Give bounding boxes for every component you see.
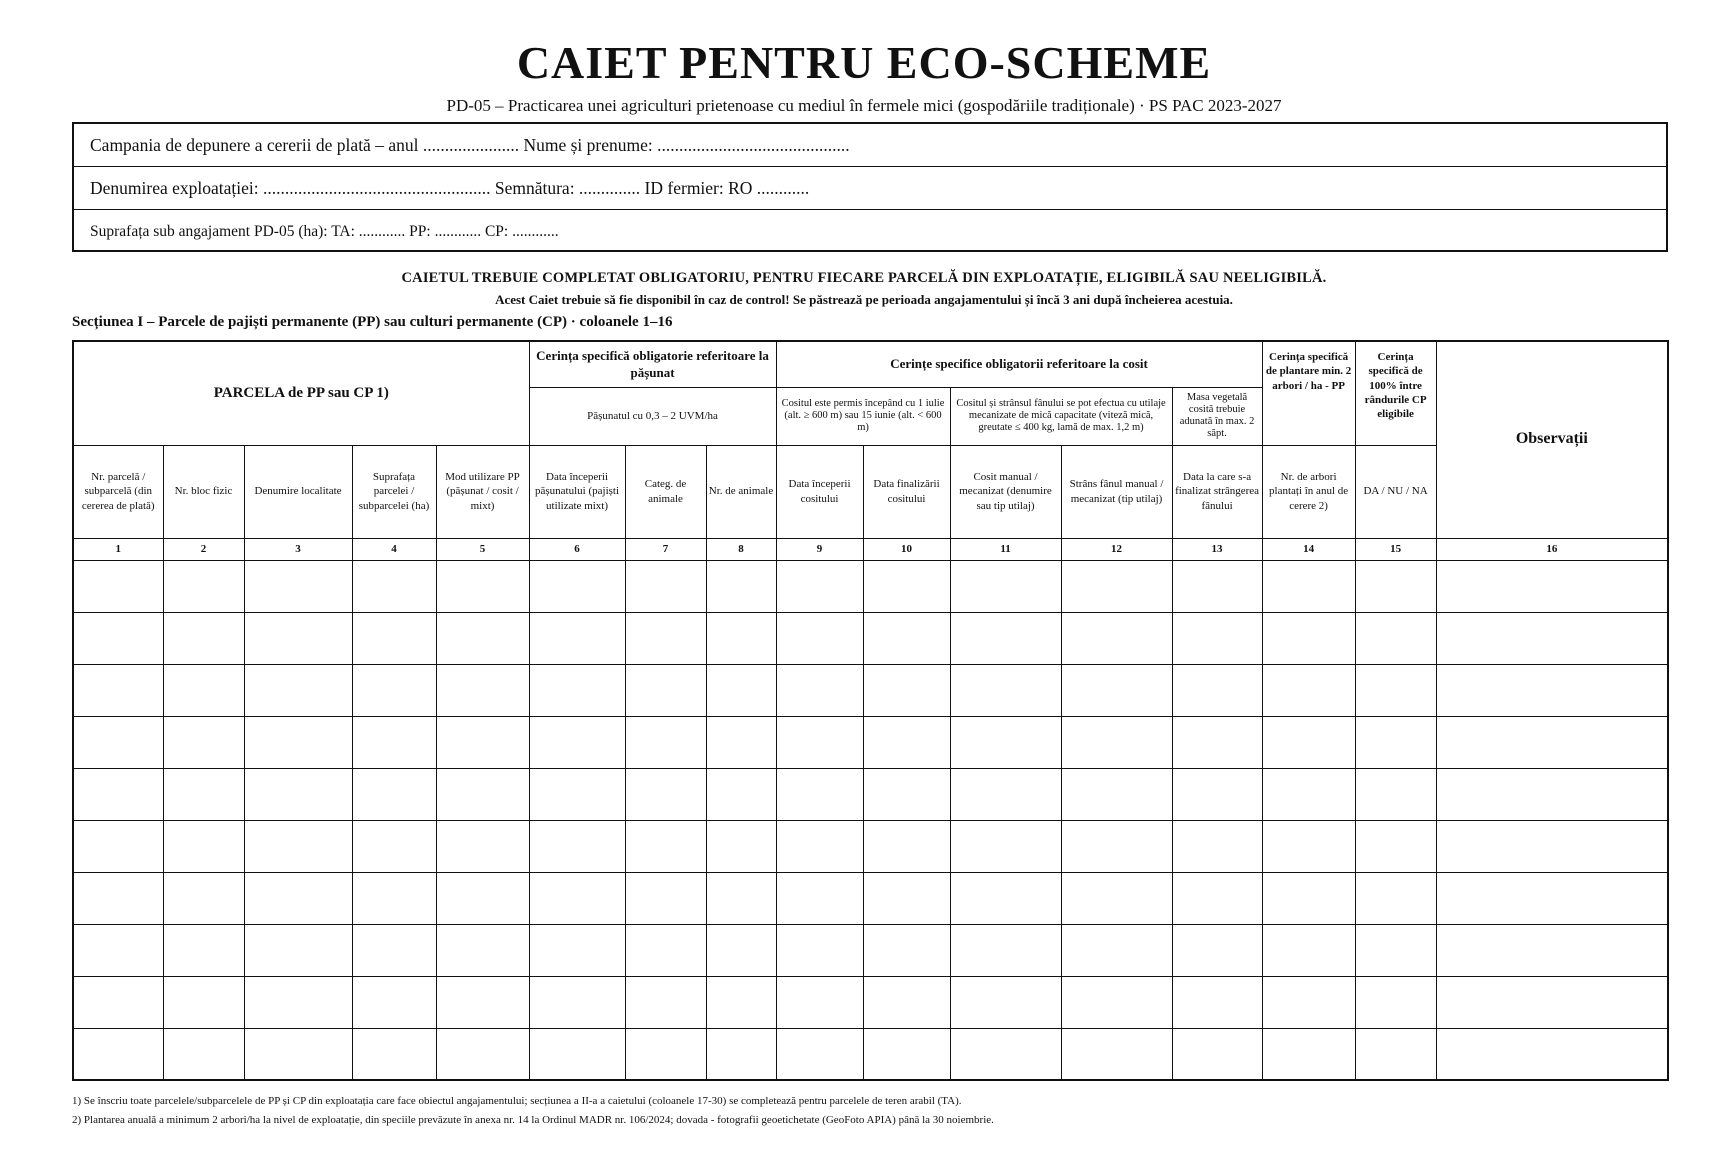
entry-cell[interactable] <box>950 664 1061 716</box>
entry-cell[interactable] <box>863 924 950 976</box>
entry-cell[interactable] <box>436 716 529 768</box>
entry-cell[interactable] <box>163 1028 244 1080</box>
planting-requirement-header: Cerința specifică de plantare min. 2 arbori / ha - PP <box>1262 341 1355 445</box>
entry-cell[interactable] <box>73 716 163 768</box>
entry-cell[interactable] <box>625 872 706 924</box>
column-header: Nr. bloc fizic <box>163 445 244 538</box>
entry-cell[interactable] <box>73 664 163 716</box>
entry-cell[interactable] <box>1436 768 1668 820</box>
entry-cell[interactable] <box>1355 872 1436 924</box>
farmer-info-box <box>72 122 1668 252</box>
entry-cell[interactable] <box>163 872 244 924</box>
entry-cell[interactable] <box>706 872 776 924</box>
column-number: 10 <box>863 538 950 560</box>
entry-cell[interactable] <box>1262 716 1355 768</box>
entry-cell[interactable] <box>1262 976 1355 1028</box>
entry-cell[interactable] <box>706 820 776 872</box>
entry-cell[interactable] <box>950 872 1061 924</box>
entry-cell[interactable] <box>352 872 436 924</box>
entry-cell[interactable] <box>529 976 625 1028</box>
entry-cell[interactable] <box>863 716 950 768</box>
entry-cell[interactable] <box>352 820 436 872</box>
entry-cell[interactable] <box>244 924 352 976</box>
entry-cell[interactable] <box>1262 664 1355 716</box>
entry-cell[interactable] <box>1172 924 1262 976</box>
entry-cell[interactable] <box>1061 820 1172 872</box>
parcel-register-table <box>72 340 1669 1081</box>
entry-cell[interactable] <box>950 924 1061 976</box>
entry-cell[interactable] <box>352 768 436 820</box>
entry-cell[interactable] <box>244 768 352 820</box>
column-header: Suprafața parcelei / subparcelei (ha) <box>352 445 436 538</box>
entry-cell[interactable] <box>244 976 352 1028</box>
column-number: 6 <box>529 538 625 560</box>
entry-cell[interactable] <box>1061 768 1172 820</box>
entry-cell[interactable] <box>1355 1028 1436 1080</box>
entry-cell[interactable] <box>73 768 163 820</box>
entry-cell[interactable] <box>625 820 706 872</box>
column-number: 15 <box>1355 538 1436 560</box>
table-row <box>73 612 1668 664</box>
entry-cell[interactable] <box>352 560 436 612</box>
control-notice: Acest Caiet trebuie să fie disponibil în caz de control! Se păstrează pe perioada angajamentului și încă 3 ani după încheierea acestuia. <box>495 292 1233 307</box>
entry-cell[interactable] <box>1061 612 1172 664</box>
entry-cell[interactable] <box>163 976 244 1028</box>
entry-cell[interactable] <box>244 560 352 612</box>
column-header: Data începerii pășunatului (pajiști utilizate mixt) <box>529 445 625 538</box>
entry-cell[interactable] <box>352 924 436 976</box>
entry-cell[interactable] <box>1355 664 1436 716</box>
section-title: Secțiunea I – Parcele de pajiști permanente (PP) sau culturi permanente (CP) · coloanele 1–16 <box>72 314 673 330</box>
entry-cell[interactable] <box>163 716 244 768</box>
entry-cell[interactable] <box>776 924 863 976</box>
entry-cell[interactable] <box>625 768 706 820</box>
entry-cell[interactable] <box>1262 872 1355 924</box>
column-number: 3 <box>244 538 352 560</box>
entry-cell[interactable] <box>1436 924 1668 976</box>
entry-cell[interactable] <box>244 716 352 768</box>
column-number: 9 <box>776 538 863 560</box>
entry-cell[interactable] <box>706 664 776 716</box>
column-number: 5 <box>436 538 529 560</box>
entry-cell[interactable] <box>1355 924 1436 976</box>
column-number: 2 <box>163 538 244 560</box>
entry-cell[interactable] <box>529 560 625 612</box>
entry-cell[interactable] <box>863 1028 950 1080</box>
observations-header: Observații <box>1436 341 1668 538</box>
entry-cell[interactable] <box>352 664 436 716</box>
entry-cell[interactable] <box>1355 612 1436 664</box>
entry-cell[interactable] <box>950 820 1061 872</box>
entry-cell[interactable] <box>776 820 863 872</box>
column-header: Data finalizării cositului <box>863 445 950 538</box>
entry-cell[interactable] <box>776 560 863 612</box>
entry-cell[interactable] <box>73 820 163 872</box>
entry-cell[interactable] <box>1355 560 1436 612</box>
footnote-2: 2) Plantarea anuală a minimum 2 arbori/ha la nivel de exploatație, din speciile prevăzute în anexa nr. 14 la Ordinul MADR nr. 106/2024; dovada - fotografii geoetichetate (GeoFoto APIA) până la 30 noiembrie. <box>72 1114 994 1126</box>
entry-cell[interactable] <box>1172 976 1262 1028</box>
column-number: 11 <box>950 538 1061 560</box>
entry-cell[interactable] <box>163 664 244 716</box>
entry-cell[interactable] <box>863 976 950 1028</box>
entry-cell[interactable] <box>73 924 163 976</box>
entry-cell[interactable] <box>950 716 1061 768</box>
info-row-surface[interactable]: Suprafața sub angajament PD-05 (ha): TA: ............ PP: ............ CP: ............ <box>90 222 559 240</box>
column-number: 14 <box>1262 538 1355 560</box>
entry-cell[interactable] <box>1172 768 1262 820</box>
entry-cell[interactable] <box>436 664 529 716</box>
entry-cell[interactable] <box>436 872 529 924</box>
table-row <box>73 716 1668 768</box>
column-header: Strâns fânul manual / mecanizat (tip utilaj) <box>1061 445 1172 538</box>
footnote-1: 1) Se înscriu toate parcelele/subparcelele de PP și CP din exploatația care face obiectul angajamentului; secțiunea a II-a a caietului (coloanele 17-30) se completează pentru parcelele de teren arabil (TA). <box>72 1095 962 1107</box>
entry-cell[interactable] <box>1436 820 1668 872</box>
entry-cell[interactable] <box>706 976 776 1028</box>
entry-cell[interactable] <box>352 976 436 1028</box>
entry-cell[interactable] <box>352 1028 436 1080</box>
grazing-group-header: Cerința specifică obligatorie referitoare la pășunat <box>529 341 776 387</box>
table-row <box>73 1028 1668 1080</box>
info-row-exploitation[interactable]: Denumirea exploatației: .................................................... Semnătura: .............. ID fermier: RO ............ <box>74 167 1666 210</box>
column-number: 16 <box>1436 538 1668 560</box>
entry-cell[interactable] <box>244 820 352 872</box>
entry-cell[interactable] <box>1061 664 1172 716</box>
entry-cell[interactable] <box>625 560 706 612</box>
entry-cell[interactable] <box>1355 820 1436 872</box>
table-row <box>73 768 1668 820</box>
mandatory-notice: CAIETUL TREBUIE COMPLETAT OBLIGATORIU, PENTRU FIECARE PARCELĂ DIN EXPLOATAȚIE, ELIGIBILĂ SAU NEELIGIBILĂ. <box>401 270 1327 286</box>
table-row <box>73 924 1668 976</box>
entry-cell[interactable] <box>1262 768 1355 820</box>
entry-cell[interactable] <box>776 976 863 1028</box>
entry-cell[interactable] <box>776 664 863 716</box>
mowing-group-header: Cerințe specifice obligatorii referitoare la cosit <box>776 341 1262 387</box>
entry-cell[interactable] <box>529 612 625 664</box>
entry-cell[interactable] <box>1172 716 1262 768</box>
column-header: DA / NU / NA <box>1355 445 1436 538</box>
table-row <box>73 664 1668 716</box>
table-row <box>73 560 1668 612</box>
entry-cell[interactable] <box>244 612 352 664</box>
entry-cell[interactable] <box>1061 976 1172 1028</box>
entry-cell[interactable] <box>625 664 706 716</box>
entry-cell[interactable] <box>1172 612 1262 664</box>
entry-cell[interactable] <box>950 612 1061 664</box>
entry-cell[interactable] <box>950 560 1061 612</box>
entry-cell[interactable] <box>529 664 625 716</box>
entry-cell[interactable] <box>529 820 625 872</box>
entry-cell[interactable] <box>1436 976 1668 1028</box>
column-number: 12 <box>1061 538 1172 560</box>
entry-cell[interactable] <box>863 768 950 820</box>
document-title: CAIET PENTRU ECO-SCHEME <box>516 37 1212 88</box>
entry-cell[interactable] <box>863 560 950 612</box>
table-row <box>73 976 1668 1028</box>
entry-cell[interactable] <box>1061 1028 1172 1080</box>
entry-cell[interactable] <box>244 664 352 716</box>
rows-requirement-header: Cerința specifică de 100% între rândurile CP eligibile <box>1355 341 1436 445</box>
entry-cell[interactable] <box>776 768 863 820</box>
entry-cell[interactable] <box>863 612 950 664</box>
mowing-equipment-rule: Cositul și strânsul fânului se pot efectua cu utilaje mecanizate de mică capacitate (viteză mică, greutate ≤ 400 kg, lamă de max. 1,2 m) <box>950 387 1172 445</box>
entry-cell[interactable] <box>1172 872 1262 924</box>
hay-collection-rule: Masa vegetală cosită trebuie adunată în max. 2 săpt. <box>1172 387 1262 445</box>
entry-cell[interactable] <box>863 820 950 872</box>
entry-cell[interactable] <box>163 820 244 872</box>
entry-cell[interactable] <box>776 872 863 924</box>
entry-cell[interactable] <box>73 560 163 612</box>
table-row <box>73 872 1668 924</box>
entry-cell[interactable] <box>1172 560 1262 612</box>
entry-cell[interactable] <box>1355 768 1436 820</box>
entry-cell[interactable] <box>625 1028 706 1080</box>
entry-cell[interactable] <box>1436 612 1668 664</box>
entry-cell[interactable] <box>436 560 529 612</box>
entry-cell[interactable] <box>950 768 1061 820</box>
column-header: Denumire localitate <box>244 445 352 538</box>
entry-cell[interactable] <box>950 1028 1061 1080</box>
entry-cell[interactable] <box>1355 976 1436 1028</box>
info-row-campaign[interactable]: Campania de depunere a cererii de plată – anul ...................... Nume și prenume: ............................................ <box>74 124 1666 167</box>
column-header: Cosit manual / mecanizat (denumire sau tip utilaj) <box>950 445 1061 538</box>
entry-cell[interactable] <box>1061 560 1172 612</box>
entry-cell[interactable] <box>706 716 776 768</box>
entry-cell[interactable] <box>1172 664 1262 716</box>
entry-cell[interactable] <box>1061 872 1172 924</box>
mowing-date-rule: Cositul este permis începând cu 1 iulie (alt. ≥ 600 m) sau 15 iunie (alt. < 600 m) <box>776 387 950 445</box>
entry-cell[interactable] <box>1262 612 1355 664</box>
column-number: 13 <box>1172 538 1262 560</box>
column-header: Nr. de arbori plantați în anul de cerere 2) <box>1262 445 1355 538</box>
entry-cell[interactable] <box>1436 560 1668 612</box>
entry-cell[interactable] <box>1172 820 1262 872</box>
entry-cell[interactable] <box>163 560 244 612</box>
entry-cell[interactable] <box>1262 1028 1355 1080</box>
entry-cell[interactable] <box>1172 1028 1262 1080</box>
document-subtitle: PD-05 – Practicarea unei agriculturi prietenoase cu mediul în fermele mici (gospodăriile tradiționale) · PS PAC 2023-2027 <box>446 96 1282 115</box>
column-number: 4 <box>352 538 436 560</box>
entry-cell[interactable] <box>436 976 529 1028</box>
entry-cell[interactable] <box>529 924 625 976</box>
entry-cell[interactable] <box>1436 872 1668 924</box>
entry-cell[interactable] <box>706 560 776 612</box>
entry-cell[interactable] <box>706 612 776 664</box>
entry-cell[interactable] <box>436 612 529 664</box>
entry-cell[interactable] <box>625 976 706 1028</box>
entry-cell[interactable] <box>73 872 163 924</box>
entry-cell[interactable] <box>529 1028 625 1080</box>
entry-cell[interactable] <box>73 612 163 664</box>
entry-cell[interactable] <box>244 1028 352 1080</box>
entry-cell[interactable] <box>436 820 529 872</box>
entry-cell[interactable] <box>436 768 529 820</box>
entry-cell[interactable] <box>776 716 863 768</box>
entry-cell[interactable] <box>1436 1028 1668 1080</box>
entry-cell[interactable] <box>529 768 625 820</box>
column-header: Categ. de animale <box>625 445 706 538</box>
column-number: 8 <box>706 538 776 560</box>
entry-cell[interactable] <box>776 612 863 664</box>
entry-cell[interactable] <box>163 924 244 976</box>
entry-cell[interactable] <box>163 768 244 820</box>
entry-cell[interactable] <box>950 976 1061 1028</box>
entry-cell[interactable] <box>776 1028 863 1080</box>
entry-cell[interactable] <box>352 716 436 768</box>
grazing-subheader: Pășunatul cu 0,3 – 2 UVM/ha <box>529 387 776 445</box>
entry-cell[interactable] <box>1262 820 1355 872</box>
entry-cell[interactable] <box>1436 664 1668 716</box>
column-number: 1 <box>73 538 163 560</box>
entry-cell[interactable] <box>625 716 706 768</box>
entry-cell[interactable] <box>706 1028 776 1080</box>
entry-cell[interactable] <box>1061 716 1172 768</box>
entry-cell[interactable] <box>1061 924 1172 976</box>
entry-cell[interactable] <box>863 664 950 716</box>
entry-cell[interactable] <box>73 976 163 1028</box>
column-header: Nr. de animale <box>706 445 776 538</box>
entry-cell[interactable] <box>1262 924 1355 976</box>
entry-cell[interactable] <box>529 716 625 768</box>
column-header: Mod utilizare PP (pășunat / cosit / mixt) <box>436 445 529 538</box>
entry-cell[interactable] <box>244 872 352 924</box>
entry-cell[interactable] <box>625 612 706 664</box>
parcel-group-header: PARCELA de PP sau CP 1) <box>73 341 529 445</box>
entry-cell[interactable] <box>625 924 706 976</box>
entry-cell[interactable] <box>706 768 776 820</box>
column-header: Data începerii cositului <box>776 445 863 538</box>
column-number-row <box>73 538 1668 560</box>
entry-cell[interactable] <box>863 872 950 924</box>
entry-cell[interactable] <box>436 924 529 976</box>
entry-cell[interactable] <box>529 872 625 924</box>
entry-cell[interactable] <box>163 612 244 664</box>
entry-cell[interactable] <box>436 1028 529 1080</box>
entry-cell[interactable] <box>1262 560 1355 612</box>
column-number: 7 <box>625 538 706 560</box>
table-row <box>73 820 1668 872</box>
entry-cell[interactable] <box>352 612 436 664</box>
entry-cell[interactable] <box>73 1028 163 1080</box>
column-header: Data la care s-a finalizat strângerea fânului <box>1172 445 1262 538</box>
entry-cell[interactable] <box>1436 716 1668 768</box>
entry-cell[interactable] <box>1355 716 1436 768</box>
entry-cell[interactable] <box>706 924 776 976</box>
column-header: Nr. parcelă / subparcelă (din cererea de plată) <box>73 445 163 538</box>
